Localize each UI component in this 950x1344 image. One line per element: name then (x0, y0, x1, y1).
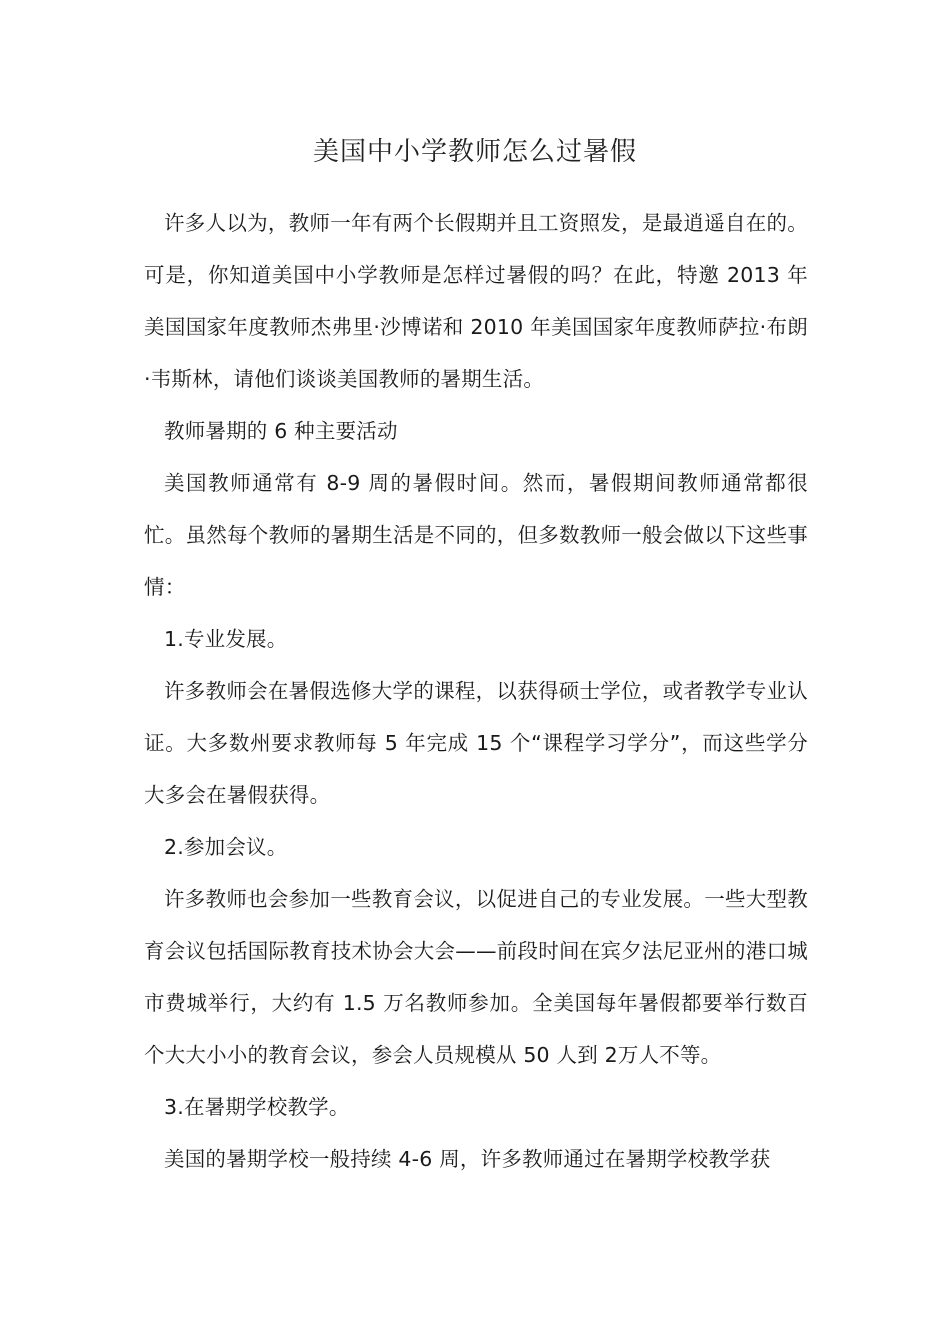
document-title: 美国中小学教师怎么过暑假 (312, 137, 637, 167)
paragraph-professional-development: 许多教师会在暑假选修大学的课程，以获得硕士学位，或者教学专业认证。大多数州要求教师每 5 年完成 15 个“课程学习学分”，而这些学分大多会在暑假获得。 (144, 679, 808, 807)
item-heading-professional-development: 1.专业发展。 (164, 627, 288, 651)
item-heading-conferences: 2.参加会议。 (164, 835, 288, 859)
paragraph-intro: 许多人以为，教师一年有两个长假期并且工资照发，是最逍遥自在的。可是，你知道美国中小学教师是怎样过暑假的吗？在此，特邀 2013 年美国国家年度教师杰弗里·沙博诺和 2010 年美国国家年度教师萨拉·布朗·韦斯林，请他们谈谈美国教师的暑期生活。 (144, 211, 808, 391)
item-heading-summer-school: 3.在暑期学校教学。 (164, 1095, 350, 1119)
paragraph-summer-school: 美国的暑期学校一般持续 4-6 周，许多教师通过在暑期学校教学获 (164, 1147, 771, 1171)
paragraph-summer-duration: 美国教师通常有 8-9 周的暑假时间。然而，暑假期间教师通常都很忙。虽然每个教师的暑期生活是不同的，但多数教师一般会做以下这些事情： (144, 471, 808, 599)
section-heading-activities: 教师暑期的 6 种主要活动 (164, 419, 398, 443)
document-body (144, 197, 808, 1185)
paragraph-conferences: 许多教师也会参加一些教育会议，以促进自己的专业发展。一些大型教育会议包括国际教育技术协会大会——前段时间在宾夕法尼亚州的港口城市费城举行，大约有 1.5 万名教师参加。全美国每年暑假都要举行数百个大大小小的教育会议，参会人员规模从 50 人到 2万人不等。 (144, 887, 808, 1067)
